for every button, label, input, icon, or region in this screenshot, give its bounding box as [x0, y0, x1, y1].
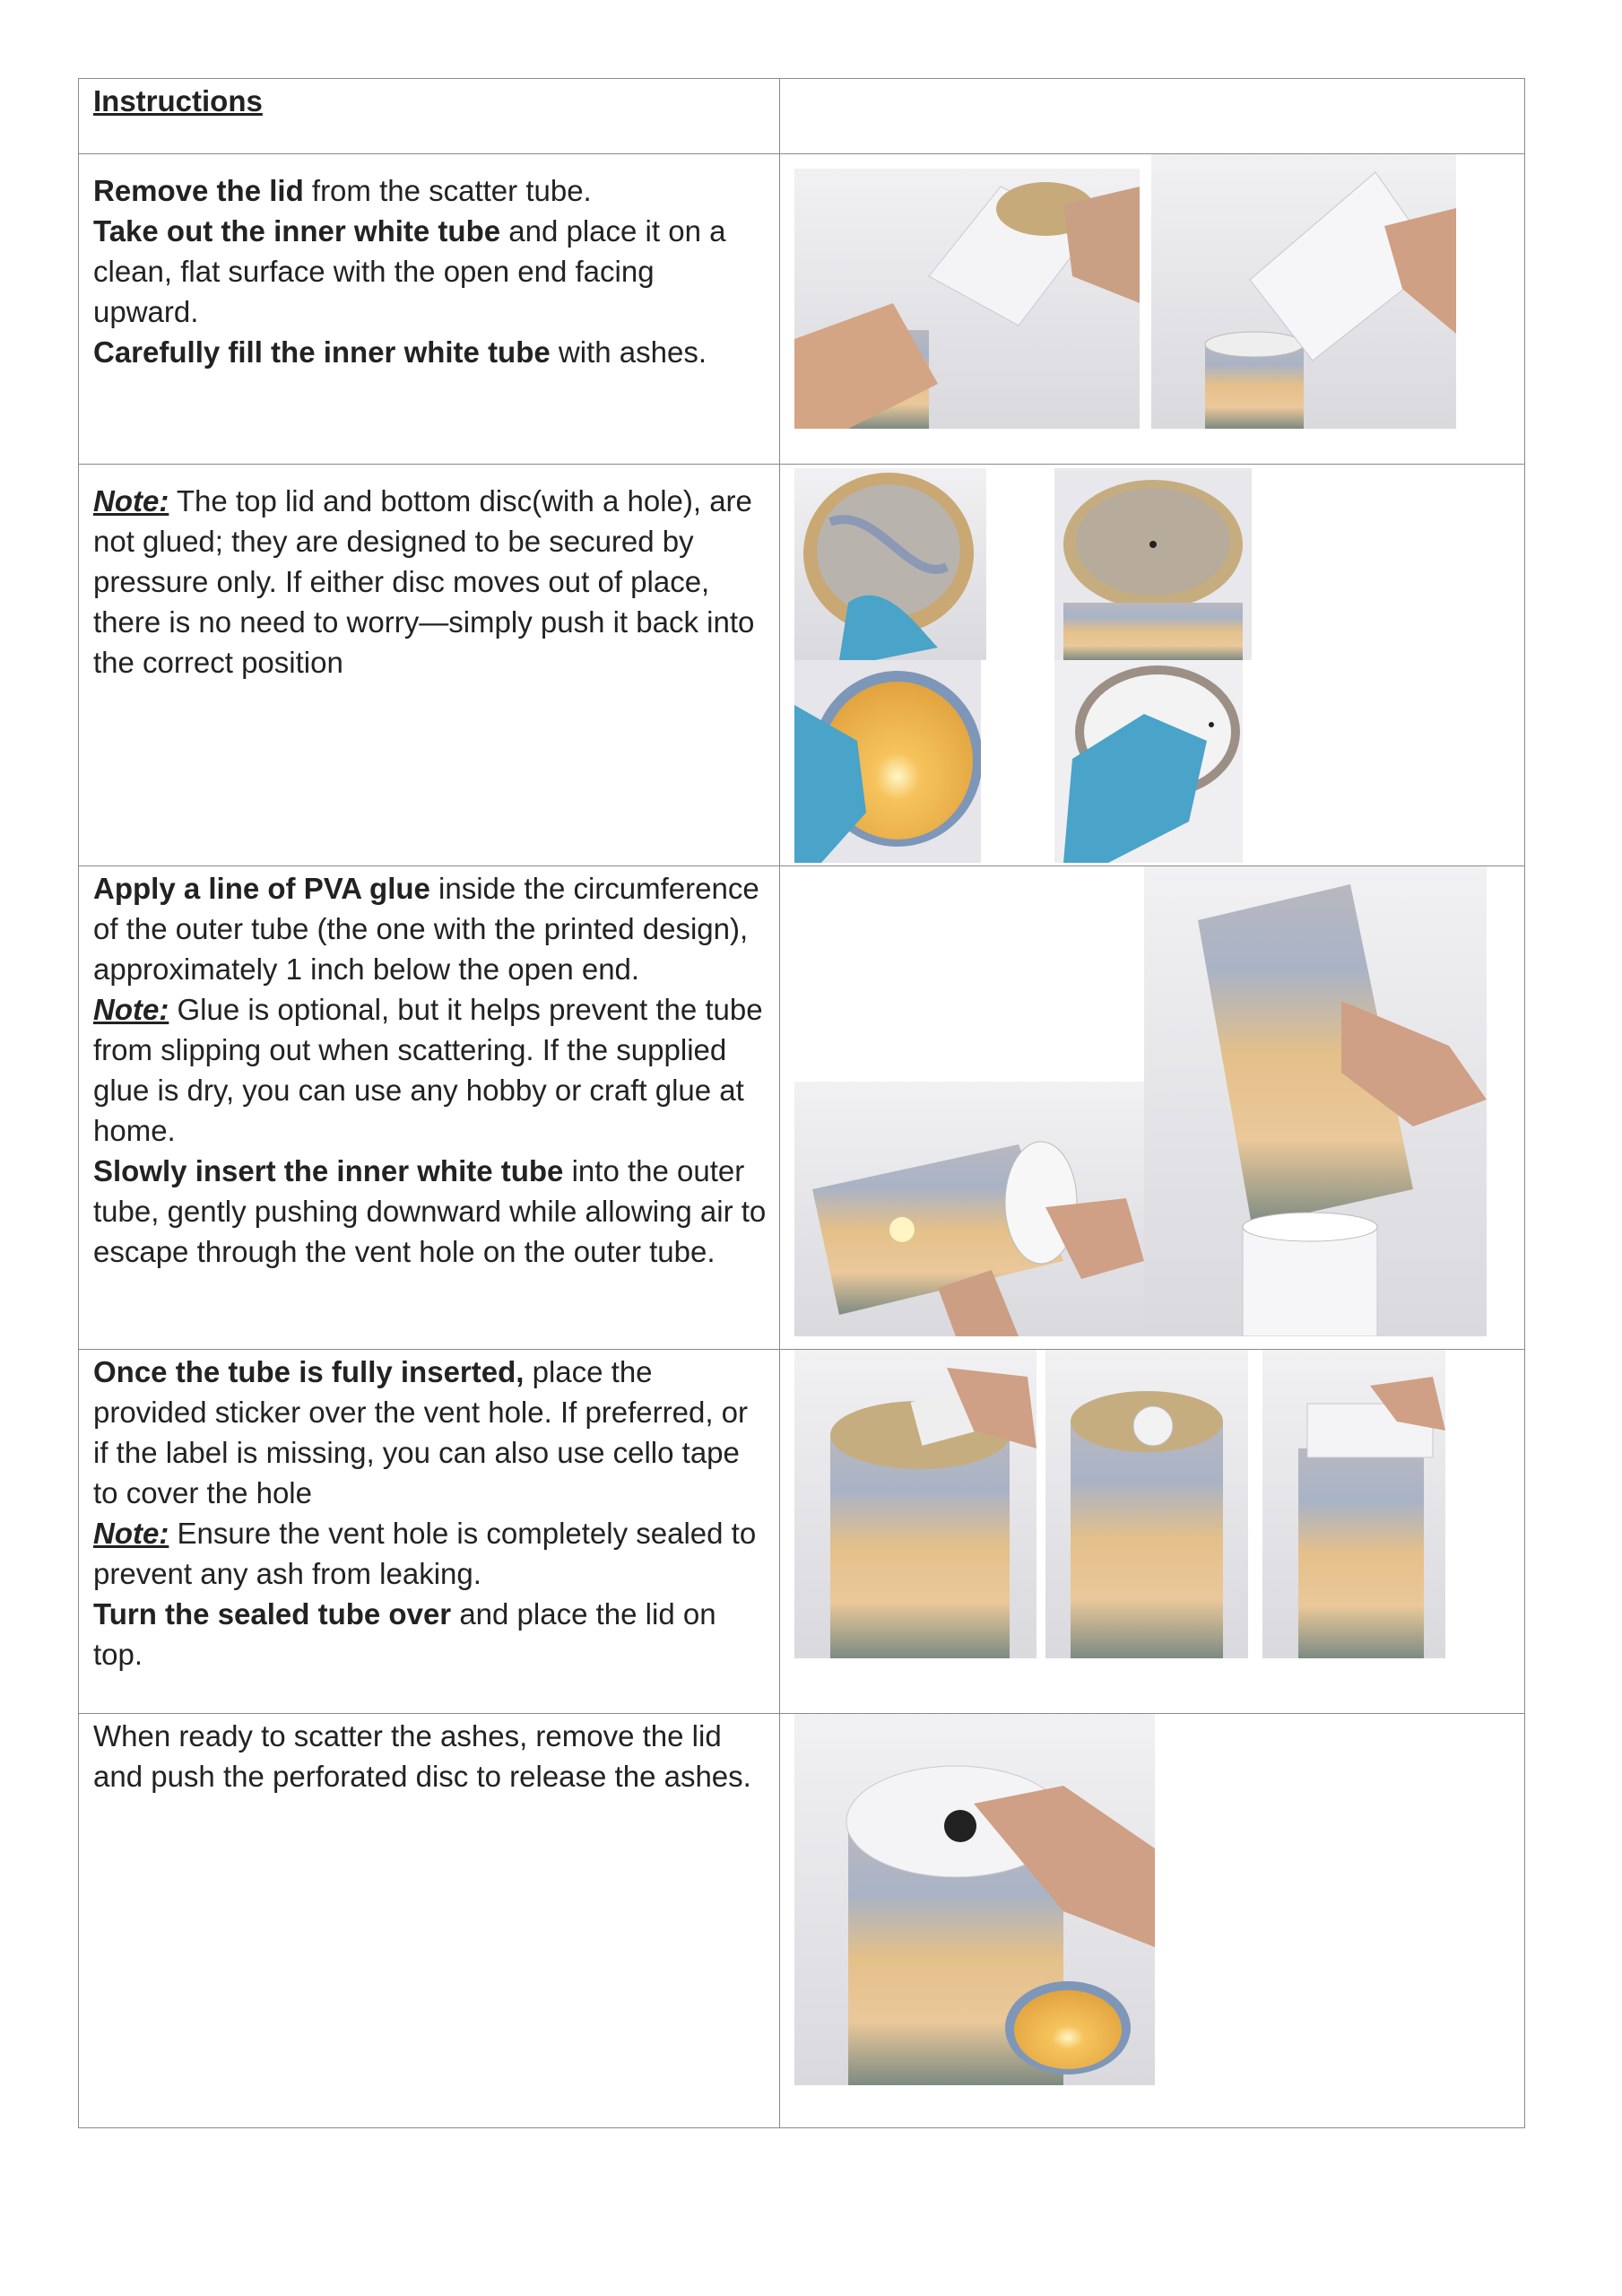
photo-place-lid [1262, 1350, 1445, 1658]
instructions-table [78, 78, 1525, 2128]
step-3-p3: into the outer tube, gently pushing downward while allowing air to escape through the vent hole on the outer tube. [93, 1154, 767, 1268]
header-empty-cell [780, 79, 1525, 154]
photo-press-printed-disc [794, 468, 986, 660]
photo-push-perforated-disc [794, 1714, 1155, 2085]
step-3-p1-bold: Apply a line of PVA glue [93, 872, 430, 905]
step-1-photo-cell [780, 154, 1525, 465]
step-4-photo-cell [780, 1350, 1525, 1714]
step-4-p1-bold: Once the tube is fully inserted, [93, 1355, 525, 1388]
photo-press-white-disc [1054, 660, 1243, 863]
step-1-line-3: with ashes. [550, 335, 707, 369]
step-3-text-cell [79, 866, 780, 1350]
step-1-text-cell [79, 154, 780, 465]
step-3-note-label: Note: [93, 993, 169, 1026]
step-3-photo-cell [780, 866, 1525, 1350]
step-3-p1: inside the circumference of the outer tube (the one with the printed design), approximately 1 inch below the open end. [93, 872, 759, 986]
step-1-line-3-bold: Carefully fill the inner white tube [93, 335, 551, 369]
photo-lid-sun-print [794, 660, 981, 863]
step-2-note-label: Note: [93, 484, 169, 517]
step-1-line-1-bold: Remove the lid [93, 174, 304, 207]
step-4-p3: and place the lid on top. [93, 1597, 716, 1671]
step-1-line-2: and place it on a clean, flat surface with the open end facing upward. [93, 214, 726, 328]
step-4-note-label: Note: [93, 1517, 169, 1550]
step-3-note: Glue is optional, but it helps prevent the tube from slipping out when scattering. If the supplied glue is dry, you can use any hobby or craft glue at home. [93, 993, 763, 1147]
step-2-photo-cell [780, 465, 1525, 866]
header-cell [79, 79, 780, 154]
photo-remove-lid [794, 169, 1140, 429]
photo-place-sticker [794, 1350, 1037, 1658]
step-2-text-cell [79, 465, 780, 866]
step-4-p1: place the provided sticker over the vent hole. If preferred, or if the label is missing, you can also use cello tape to cover the hole [93, 1355, 749, 1509]
step-1-line-1: from the scatter tube. [303, 174, 592, 207]
step-4-text-cell [79, 1350, 780, 1714]
photo-sealed-vent [1045, 1350, 1248, 1658]
step-5-text: When ready to scatter the ashes, remove the lid and push the perforated disc to release the ashes. [93, 1719, 751, 1793]
instructions-heading: Instructions [93, 84, 263, 117]
step-5-photo-cell [780, 1714, 1525, 2128]
step-3-p3-bold: Slowly insert the inner white tube [93, 1154, 564, 1187]
step-2-text: The top lid and bottom disc(with a hole), are not glued; they are designed to be secured by pressure only. If either disc moves out of place, there is no need to worry—simply push it back into the correct position [93, 484, 755, 679]
photo-bottom-disc-hole [1054, 468, 1252, 660]
step-1-line-2-bold: Take out the inner white tube [93, 214, 501, 248]
photo-insert-inner-tube [1144, 866, 1487, 1336]
photo-apply-glue [794, 1082, 1144, 1336]
photo-inner-tube [1151, 154, 1456, 429]
step-4-p3-bold: Turn the sealed tube over [93, 1597, 452, 1631]
step-5-text-cell [79, 1714, 780, 2128]
step-4-note: Ensure the vent hole is completely sealed to prevent any ash from leaking. [93, 1517, 757, 1590]
